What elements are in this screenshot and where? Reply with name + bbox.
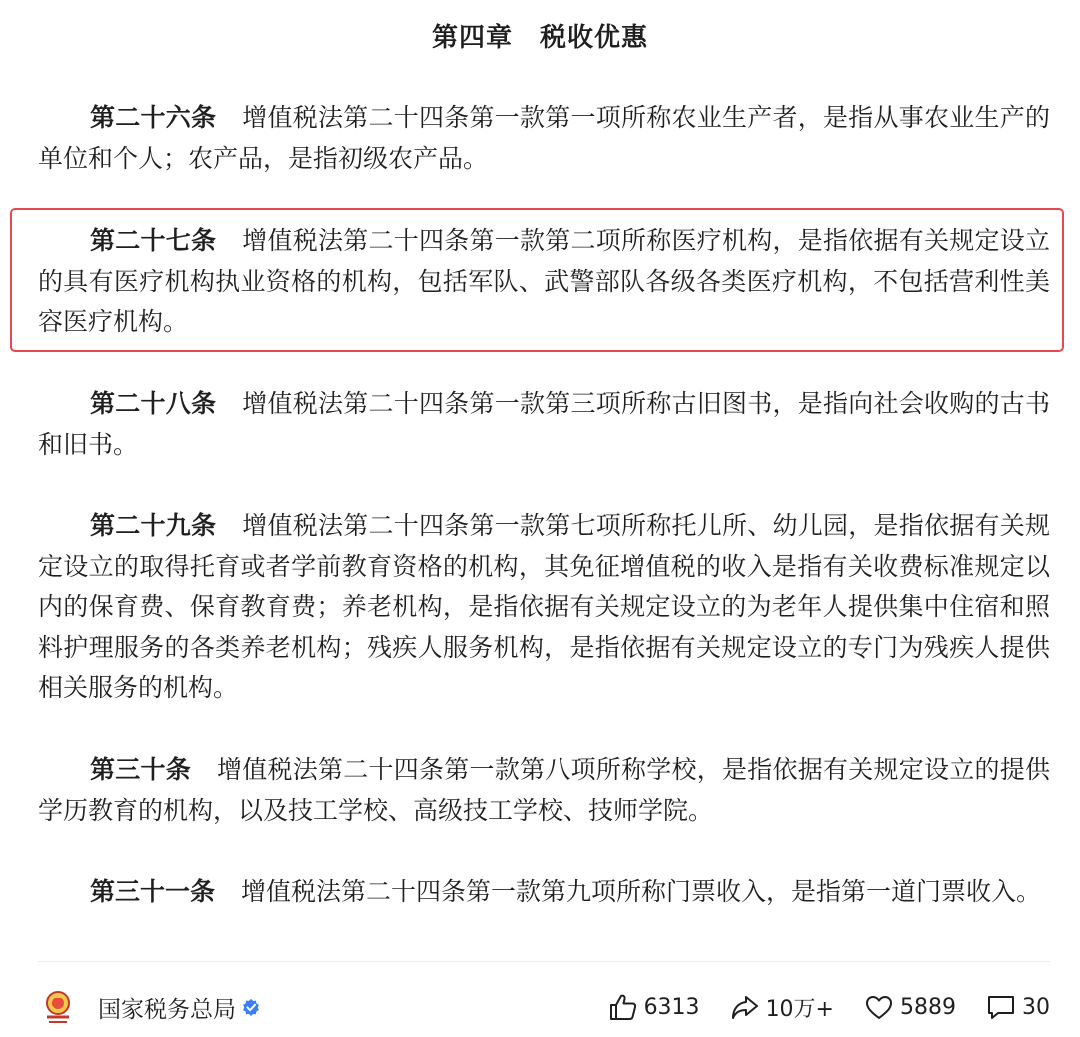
- article-text: 增值税法第二十四条第一款第九项所称门票收入，是指第一道门票收入。: [241, 877, 1042, 906]
- like-count: 6313: [643, 994, 700, 1020]
- post-footer: [38, 984, 1050, 1030]
- like-button[interactable]: [608, 993, 700, 1021]
- verified-badge-icon: [242, 998, 260, 1016]
- favorite-button[interactable]: [864, 993, 956, 1021]
- comment-count: 30: [1022, 994, 1050, 1020]
- article-text: 增值税法第二十四条第一款第二项所称医疗机构，是指依据有关规定设立的具有医疗机构执业资格的机构，包括军队、武警部队各级各类医疗机构，不包括营利性美容医疗机构。: [38, 226, 1050, 336]
- article-text: 增值税法第二十四条第一款第三项所称古旧图书，是指向社会收购的古书和旧书。: [38, 389, 1050, 459]
- article-number: 第三十条: [90, 755, 191, 784]
- article-text: 增值税法第二十四条第一款第一项所称农业生产者，是指从事农业生产的单位和个人；农产品，是指初级农产品。: [38, 103, 1050, 173]
- article-number: 第三十一条: [90, 877, 216, 906]
- comment-button[interactable]: [986, 993, 1050, 1021]
- share-arrow-icon: [730, 993, 760, 1021]
- article-text: 增值税法第二十四条第一款第八项所称学校，是指依据有关规定设立的提供学历教育的机构，以及技工学校、高级技工学校、技师学院。: [38, 755, 1050, 825]
- article-number: 第二十八条: [90, 389, 217, 418]
- account-name: 国家税务总局: [98, 996, 236, 1023]
- article-paragraph: [38, 384, 1050, 465]
- comment-bubble-icon: [986, 993, 1016, 1021]
- share-count: 10万+: [765, 996, 834, 1022]
- article-text: 增值税法第二十四条第一款第七项所称托儿所、幼儿园，是指依据有关规定设立的取得托育或者学前教育资格的机构，其免征增值税的收入是指有关收费标准规定以内的保育费、保育教育费；养老机构，是指依据有关规定设立的为老年人提供集中住宿和照料护理服务的各类养老机构；残疾人服务机构，是指依据有关规定设立的专门为残疾人提供相关服务的机构。: [38, 511, 1050, 702]
- account-link[interactable]: [38, 987, 260, 1027]
- tax-emblem-icon: [38, 987, 78, 1027]
- thumbs-up-icon: [608, 993, 638, 1021]
- article-number: 第二十六条: [90, 103, 217, 132]
- share-button[interactable]: [730, 992, 834, 1023]
- article-paragraph: [38, 506, 1050, 709]
- footer-divider: [38, 961, 1050, 962]
- heart-icon: [864, 993, 894, 1021]
- article-number: 第二十九条: [90, 511, 217, 540]
- action-bar: [578, 992, 1050, 1023]
- favorite-count: 5889: [900, 994, 956, 1020]
- article-paragraph-highlighted: [38, 221, 1050, 343]
- article-paragraph: [38, 98, 1050, 179]
- chapter-title: 第四章 税收优惠: [431, 23, 648, 53]
- article-number: 第二十七条: [90, 226, 217, 255]
- article-paragraph: [38, 872, 1050, 913]
- article-paragraph: [38, 750, 1050, 831]
